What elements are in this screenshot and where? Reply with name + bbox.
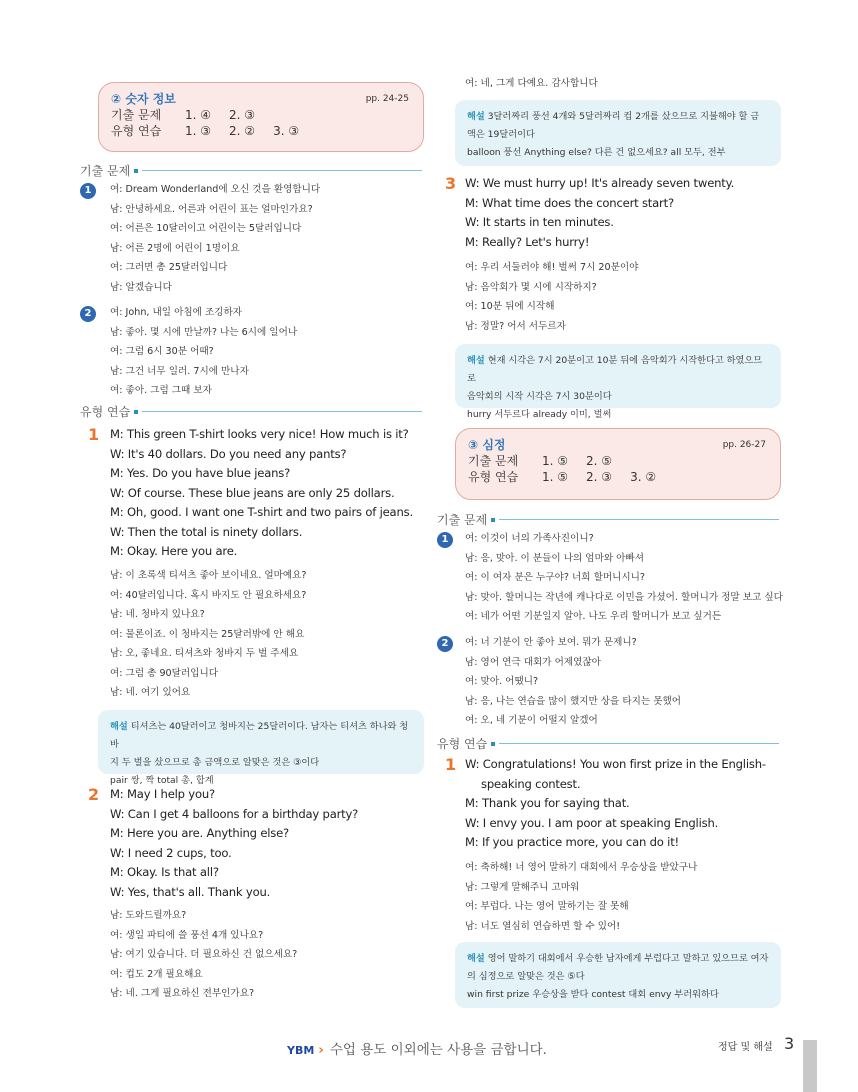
chevron-right-icon: › <box>318 1042 324 1058</box>
answer-row: 기출 문제 1. ⑤ 2. ⑤ <box>468 454 613 468</box>
answer-box-title: ② 숫자 정보 <box>111 92 176 106</box>
practice-number: 2 <box>88 785 100 804</box>
practice-number: 3 <box>445 174 457 193</box>
dialogue-korean: 여: Dream Wonderland에 오신 것을 환영합니다 남: 안녕하세요. 어른과 어린이 표는 얼마인가요? 여: 어른은 10달러이고 어린이는 5달러입니다 남: 어른 2명에 어린이 1명이요 여: 그러면 총 25달러입니다 남: 알겠습니다 <box>110 184 321 293</box>
page-range: pp. 26-27 <box>722 440 766 450</box>
dialogue-korean: 남: 도와드릴까요? 여: 생일 파티에 쓸 풍선 4개 있나요? 남: 여기 있습니다. 더 필요하신 건 없으세요? 여: 컵도 2개 필요해요 남: 네. 그게 필요하신 전부인가요? <box>110 910 298 999</box>
section-header: 기출 문제 <box>80 162 422 179</box>
dialogue-korean: 여: 네, 그게 다예요. 감사합니다 <box>465 78 598 89</box>
dialogue-korean: 여: 축하해! 너 영어 말하기 대회에서 우승상을 받았구나 남: 그렇게 말해주니 고마워 여: 부럽다. 나는 영어 말하기는 잘 못해 남: 너도 열심히 연습하면 할 수 있어! <box>465 862 698 932</box>
answer-box-title: ③ 심정 <box>468 438 506 452</box>
explanation-box: 해설 현재 시각은 7시 20분이고 10분 뒤에 음악회가 시작한다고 하였으므로 음악회의 시작 시각은 7시 30분이다 hurry 서두르다 already 이미, 벌써 <box>455 344 781 408</box>
dialogue-english: W: We must hurry up! It's already seven twenty. M: What time does the concert start? W: It starts in ten minutes. M: Really? Let's hurry! <box>465 176 735 249</box>
answer-row: 유형 연습 1. ③ 2. ② 3. ③ <box>111 124 300 138</box>
section-header: 유형 연습 <box>80 403 422 420</box>
answer-box-feelings <box>455 428 781 500</box>
dialogue-english: M: This green T-shirt looks very nice! How much is it? W: It's 40 dollars. Do you need any pants? M: Yes. Do you have blue jeans? W: Of course. These blue jeans are only 25 dollars. M: Oh, good. I want one T-shirt and two pairs of jeans. W: Then the total is ninety dollars. M: Okay. Here you are. <box>110 427 413 558</box>
dialogue-korean: 남: 이 초록색 티셔츠 좋아 보이네요. 얼마예요? 여: 40달러입니다. 혹시 바지도 안 필요하세요? 남: 네. 청바지 있나요? 여: 물론이죠. 이 청바지는 25달러밖에 안 해요 남: 오, 좋네요. 티셔츠와 청바지 두 벌 주세요 여: 그럼 총 90달러입니다 남: 네. 여기 있어요 <box>110 570 307 698</box>
answer-row: 유형 연습 1. ⑤ 2. ③ 3. ② <box>468 470 657 484</box>
dialogue-korean: 여: 이것이 너의 가족사진이니? 남: 응, 맞아. 이 분들이 나의 엄마와 아빠셔 여: 이 여자 분은 누구야? 너희 할머니시니? 남: 맞아. 할머니는 작년에 캐나다로 이민을 가셨어. 할머니가 정말 보고 싶다 여: 네가 어떤 기분일지 알아. 나도 우리 할머니가 보고 싶거든 <box>465 533 783 622</box>
answer-box-numbers <box>98 82 424 152</box>
dialogue-korean: 여: 너 기분이 안 좋아 보여. 뭐가 문제니? 남: 영어 연극 대회가 어제였잖아 여: 맞아. 어땠니? 남: 응, 나는 연습을 많이 했지만 상을 타지는 못했어 여: 오, 네 기분이 어떨지 알겠어 <box>465 637 682 726</box>
ybm-logo: YBM <box>287 1044 315 1057</box>
dialogue-english: W: Congratulations! You won first prize in the English- speaking contest. M: Thank you for saying that. W: I envy you. I am poor at speaking English. M: If you practice more, you can do it! <box>465 757 766 849</box>
dialogue-korean: 여: 우리 서둘러야 해! 벌써 7시 20분이야 남: 음악회가 몇 시에 시작하지? 여: 10분 뒤에 시작해 남: 정말? 어서 서두르자 <box>465 262 639 332</box>
dialogue-korean: 여: John, 내일 아침에 조깅하자 남: 좋아. 몇 시에 만날까? 나는 6시에 일어나 여: 그럼 6시 30분 어때? 남: 그건 너무 일러. 7시에 만나자 여: 좋아. 그럼 그때 보자 <box>110 307 298 396</box>
page-label: 정답 및 해설 <box>718 1042 773 1053</box>
section-header: 기출 문제 <box>437 511 779 528</box>
section-header: 유형 연습 <box>437 735 779 752</box>
explanation-box: 해설 티셔츠는 40달러이고 청바지는 25달러이다. 남자는 티셔츠 하나와 청바 지 두 벌을 샀으므로 총 금액으로 알맞은 것은 ③이다 pair 쌍, 짝 total 총, 합계 <box>98 710 424 774</box>
page-range: pp. 24-25 <box>365 94 409 104</box>
dialogue-english: M: May I help you? W: Can I get 4 balloons for a birthday party? M: Here you are. Anything else? W: I need 2 cups, too. M: Okay. Is that all? W: Yes, that's all. Thank you. <box>110 787 359 899</box>
explanation-box: 해설 3달러짜리 풍선 4개와 5달러짜리 컵 2개를 샀으므로 지불해야 할 금 액은 19달러이다 balloon 풍선 Anything else? 다른 건 없으세요? all 모두, 전부 <box>455 100 781 166</box>
answer-row: 기출 문제 1. ④ 2. ③ <box>111 108 256 122</box>
practice-number: 1 <box>88 425 100 444</box>
question-number: 1 <box>437 532 453 548</box>
page-number: 3 <box>784 1034 795 1053</box>
footer-notice: YBM › 수업 용도 이외에는 사용을 금합니다. <box>287 1042 547 1058</box>
question-number: 1 <box>80 183 96 199</box>
practice-number: 1 <box>445 755 457 774</box>
explanation-box: 해설 영어 말하기 대회에서 우승한 남자에게 부럽다고 말하고 있으므로 여자 의 심정으로 알맞은 것은 ⑤다 win first prize 우승상을 받다 contest 대회 envy 부러워하다 <box>455 942 781 1008</box>
page-edge-tab <box>803 1040 817 1092</box>
question-number: 2 <box>437 636 453 652</box>
question-number: 2 <box>80 306 96 322</box>
